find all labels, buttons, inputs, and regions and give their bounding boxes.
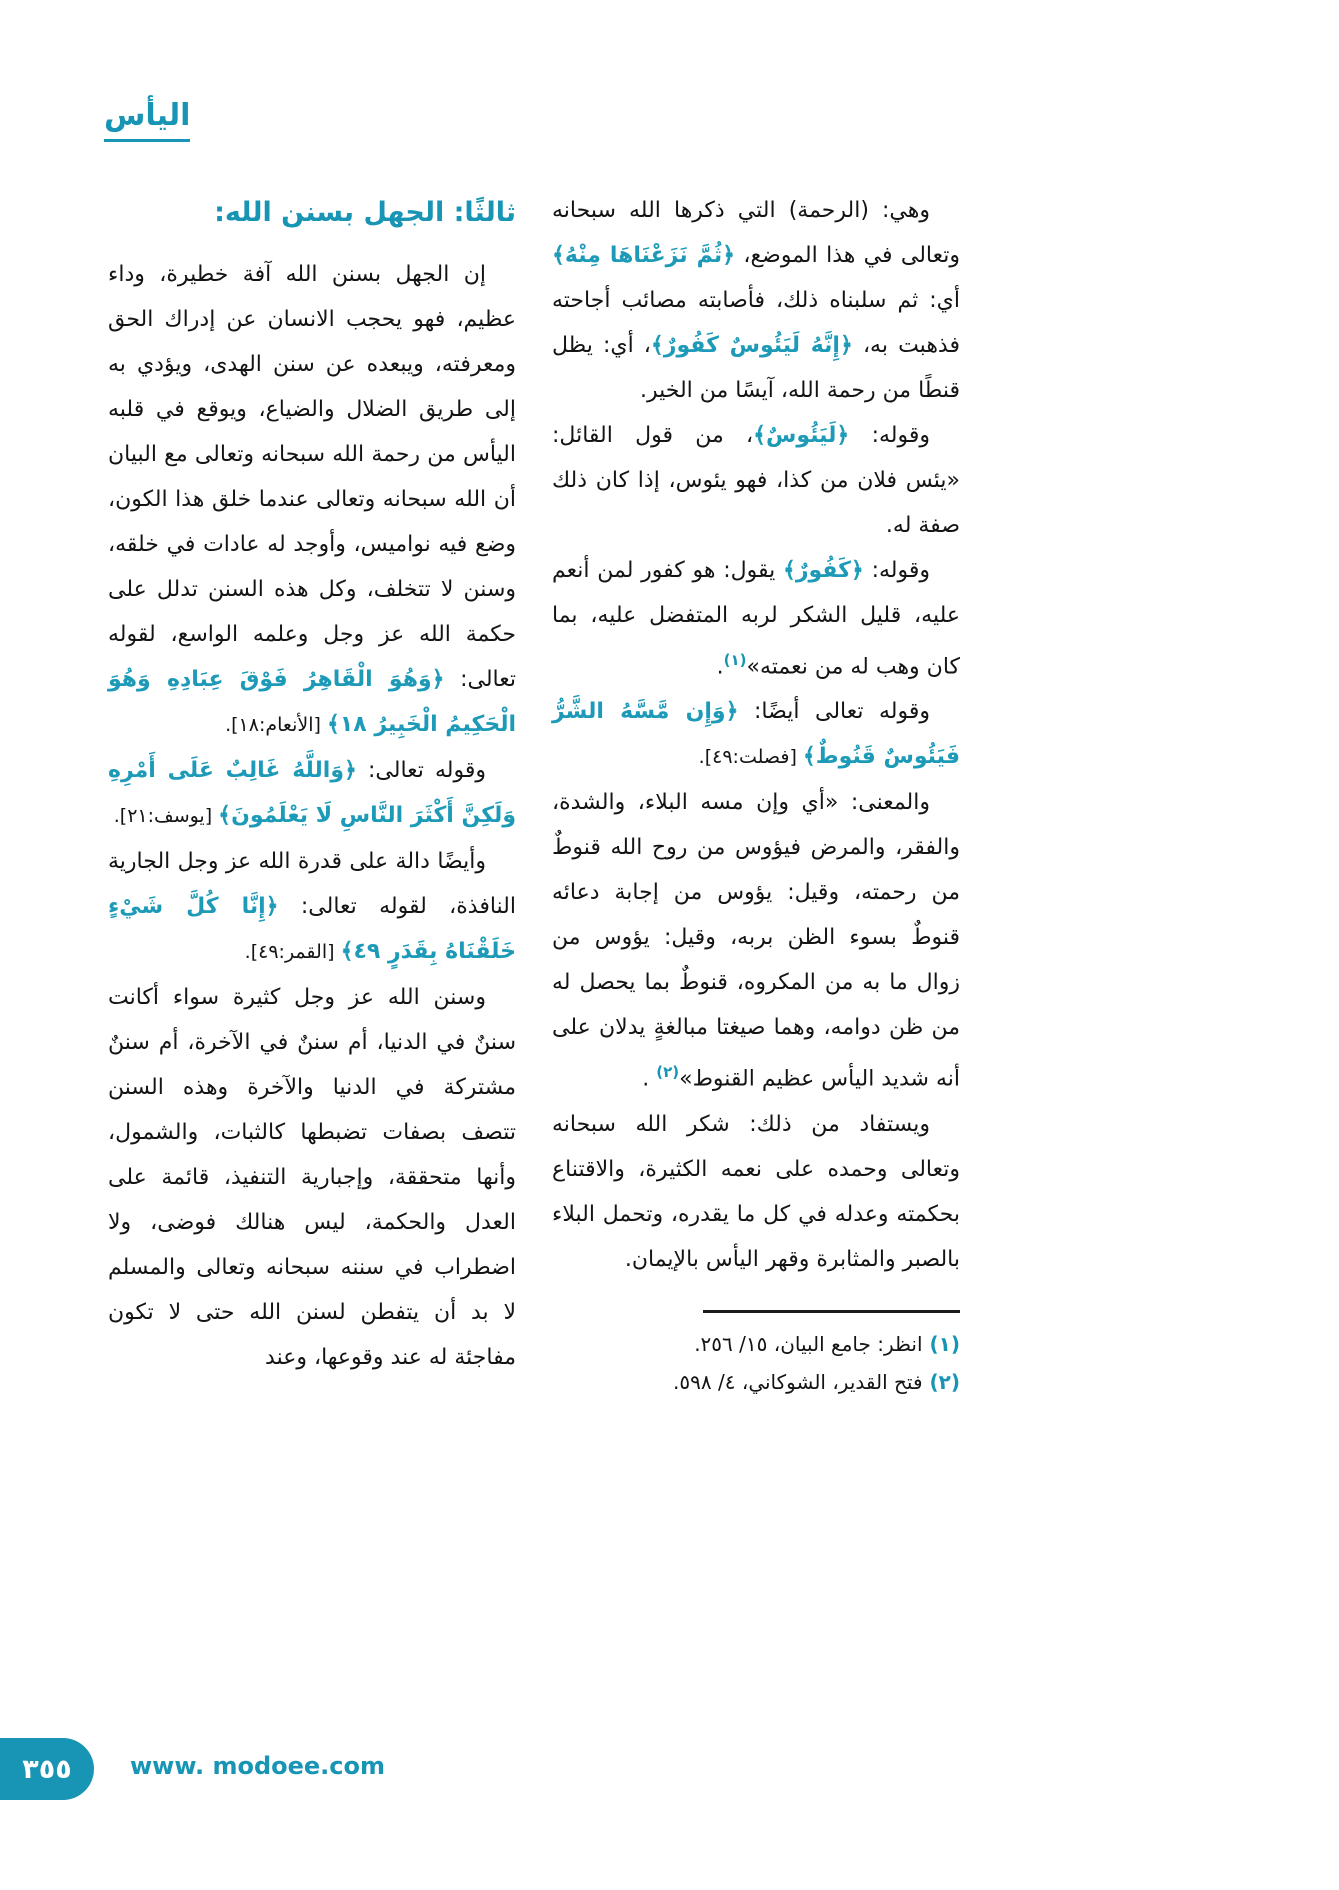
- footnote-list: [552, 1325, 960, 1401]
- quran-verse: ﴿إِنَّهُ لَيَئُوسٌ كَفُورٌ﴾: [650, 333, 853, 358]
- quran-verse: ﴿كَفُورٌ﴾: [782, 558, 864, 583]
- paragraph: [108, 748, 516, 839]
- verse-reference: [القمر:٤٩].: [244, 941, 341, 963]
- footnote-number: (١): [922, 1331, 960, 1356]
- paragraph: [552, 548, 960, 689]
- left-column-text: [108, 252, 516, 1380]
- quran-verse: ﴿ثُمَّ نَزَعْنَاهَا مِنْهُ﴾: [552, 243, 735, 268]
- chapter-title: اليأس: [104, 98, 190, 142]
- body-text: .: [642, 1066, 657, 1092]
- footnote-item: [552, 1363, 960, 1401]
- footnote-text: فتح القدير، الشوكاني، ٤/ ٥٩٨.: [673, 1369, 923, 1394]
- footnote-separator: [703, 1310, 960, 1313]
- page-number: ٣٥٥: [22, 1753, 72, 1785]
- body-text: وقوله:: [849, 423, 930, 448]
- footnote-marker: (٢): [656, 1063, 680, 1082]
- body-text: وأيضًا دالة على قدرة الله عز وجل الجارية النافذة، لقوله تعالى:: [108, 849, 517, 919]
- body-text: وقوله:: [863, 558, 930, 583]
- column-left: [108, 188, 516, 1380]
- verse-reference: [يوسف:٢١].: [113, 805, 219, 827]
- body-text: وهي: (الرحمة) التي ذكرها الله سبحانه وتعالى في هذا الموضع،: [552, 198, 960, 268]
- quran-verse: ﴿لَيَئُوسٌ﴾: [753, 423, 850, 448]
- page-number-badge: [0, 1738, 94, 1800]
- right-column-text: [552, 188, 960, 1282]
- section-heading: ثالثًا: الجهل بسنن الله:: [214, 197, 516, 228]
- body-text: والمعنى: «أي وإن مسه البلاء، والشدة، والفقر، والمرض فيؤوس من روح الله قنوطٌ من رحمته، وقيل: يؤوس من إجابة دعائه قنوطٌ بسوء الظن بربه، وقيل: يؤوس من زوال ما به من المكروه، قنوطٌ بما يحصل له من ظن دوامه، وهما صيغتا مبالغةٍ يدلان على أنه شديد اليأس عظيم القنوط»: [552, 790, 960, 1092]
- quran-verse: ﴿وَاللَّهُ غَالِبٌ عَلَى أَمْرِهِ وَلَكِنَّ أَكْثَرَ النَّاسِ لَا يَعْلَمُونَ﴾: [108, 758, 516, 828]
- footnote-item: [552, 1325, 960, 1363]
- paragraph: [552, 413, 960, 548]
- body-text: أي: ثم سلبناه ذلك، فأصابته مصائب أجاحته فذهبت به،: [552, 288, 960, 358]
- quran-verse: ﴿إِنَّا كُلَّ شَيْءٍ خَلَقْنَاهُ بِقَدَرٍ ٤٩﴾: [108, 894, 516, 964]
- body-text: وقوله تعالى:: [356, 758, 487, 783]
- body-text: إن الجهل بسنن الله آفة خطيرة، وداء عظيم، فهو يحجب الانسان عن إدراك الحق ومعرفته، ويبعده عن سنن الهدى، ويؤدي به إلى طريق الضلال والضياع، ويوقع في قلبه اليأس من رحمة الله سبحانه وتعالى مع البيان أن الله سبحانه وتعالى عندما خلق هذا الكون، وضع فيه نواميس، وأوجد له عادات في خلقه، وسنن لا تتخلف، وكل هذه السنن تدلل على حكمة الله عز وجل وعلمه الواسع، لقوله تعالى:: [108, 262, 516, 692]
- body-text: وسنن الله عز وجل كثيرة سواء أكانت سننٌ في الدنيا، أم سننٌ في الآخرة، أم سننٌ مشتركة في الدنيا والآخرة وهذه السنن تتصف بصفات تضبطها كالثبات، والشمول، وأنها متحققة، وإجبارية التنفيذ، قائمة على العدل والحكمة، ليس هنالك فوضى، ولا اضطراب في سننه سبحانه وتعالى والمسلم لا بد أن يتفطن لسنن الله حتى لا تكون مفاجئة له عند وقوعها، وعند: [108, 985, 516, 1370]
- footnote-marker: (١): [723, 651, 747, 669]
- paragraph: [108, 252, 516, 748]
- verse-reference: [الأنعام:١٨].: [225, 714, 327, 736]
- paragraph: [108, 839, 516, 975]
- column-right: [552, 188, 960, 1401]
- footnote-text: انظر: جامع البيان، ١٥/ ٢٥٦.: [694, 1331, 923, 1356]
- quran-verse: ﴿وَإِن مَّسَّهُ الشَّرُّ فَيَئُوسٌ قَنُوطٌ﴾: [552, 699, 960, 770]
- footnotes-block: [552, 1310, 960, 1401]
- body-text: وقوله تعالى أيضًا:: [738, 699, 930, 725]
- footnote-number: (٢): [922, 1369, 960, 1394]
- body-text: يقول: هو كفور لمن أنعم عليه، قليل الشكر لربه المتفضل عليه، بما كان وهب له من نعمته»: [552, 558, 960, 680]
- paragraph: [108, 975, 516, 1380]
- verse-reference: [فصلت:٤٩].: [698, 746, 803, 769]
- content-columns: [108, 188, 960, 1401]
- quran-verse: ﴿وَهُوَ الْقَاهِرُ فَوْقَ عِبَادِهِ وَهُوَ الْحَكِيمُ الْخَبِيرُ ١٨﴾: [108, 667, 516, 737]
- body-text: ويستفاد من ذلك: شكر الله سبحانه وتعالى وحمده على نعمه الكثيرة، والاقتناع بحكمته وعدله في كل ما يقدره، وتحمل البلاء بالصبر والمثابرة وقهر اليأس بالإيمان.: [552, 1111, 960, 1272]
- paragraph: [552, 689, 960, 780]
- paragraph: [552, 1102, 960, 1282]
- body-text: ، من قول القائل: «يئس فلان من كذا، فهو يئوس، إذا كان ذلك صفة له.: [552, 423, 960, 538]
- paragraph: [552, 780, 960, 1101]
- body-text: ، أي: يظل قنطًا من رحمة الله، آيسًا من الخير.: [552, 333, 960, 403]
- paragraph: [552, 188, 960, 413]
- website-text: www. modoee.com: [130, 1752, 386, 1780]
- body-text: .: [716, 654, 724, 680]
